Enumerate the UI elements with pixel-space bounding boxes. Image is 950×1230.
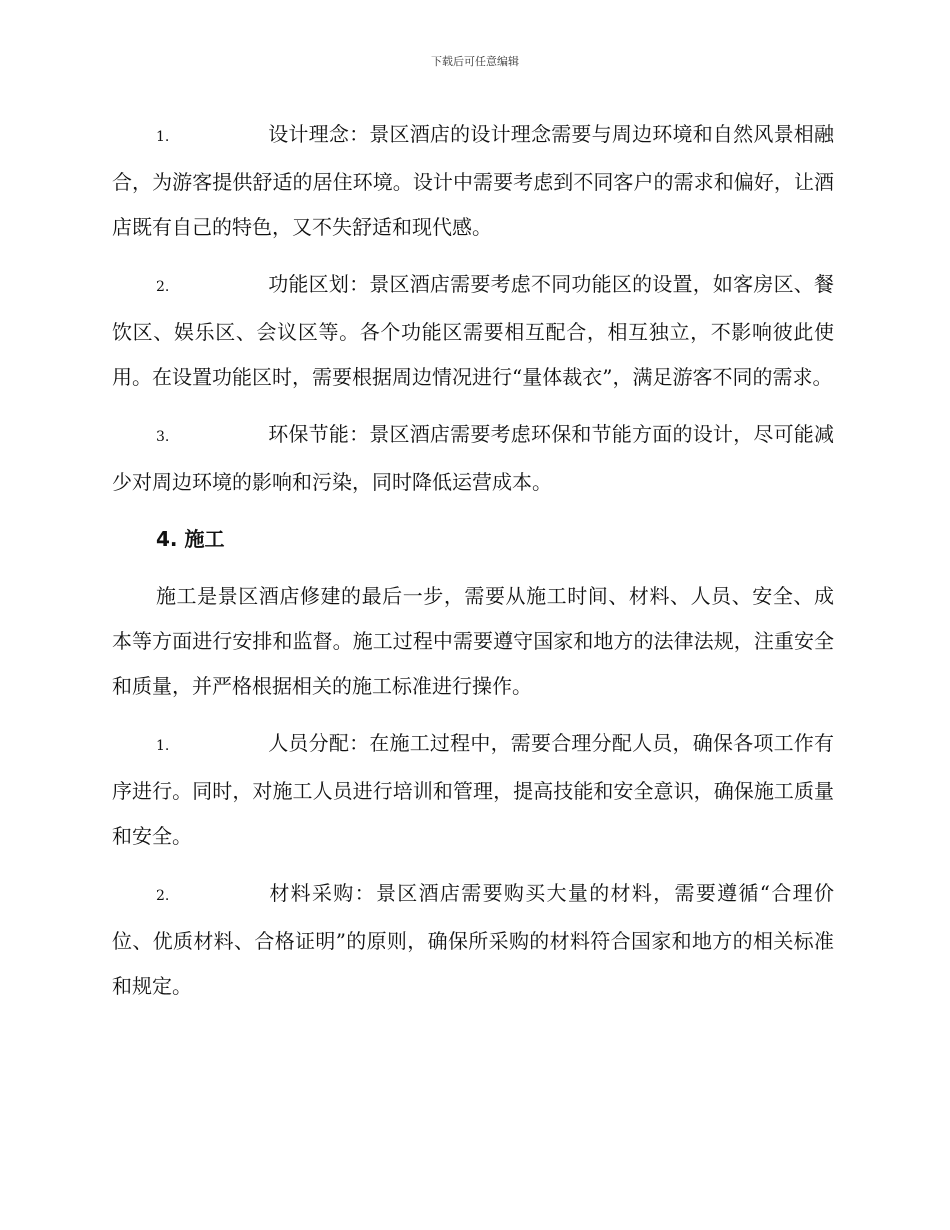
list-number: 2. — [156, 279, 170, 295]
list-number: 3. — [156, 429, 170, 445]
list-item-text: 设计理念：景区酒店的设计理念需要与周边环境和自然风景相融合，为游客提供舒适的居住环境。设计中需要考虑到不同客户的需求和偏好，让酒店既有自己的特色，又不失舒适和现代感。 — [112, 122, 834, 239]
list-number: 1. — [156, 738, 170, 754]
section-intro-paragraph: 施工是景区酒店修建的最后一步，需要从施工时间、材料、人员、安全、成本等方面进行安排和监督。施工过程中需要遵守国家和地方的法律法规，注重安全和质量，并严格根据相关的施工标准进行操作。 — [112, 584, 834, 698]
list-item-text: 环保节能：景区酒店需要考虑环保和节能方面的设计，尽可能减少对周边环境的影响和污染，同时降低运营成本。 — [112, 422, 834, 494]
document-body — [112, 112, 834, 1021]
section-heading-construction: 4. 施工 — [156, 527, 225, 551]
list-item-text: 材料采购：景区酒店需要购买大量的材料，需要遵循“合理价位、优质材料、合格证明”的原则，确保所采购的材料符合国家和地方的相关标准和规定。 — [112, 881, 834, 998]
list-item-eco-energy — [112, 412, 834, 505]
page-header: 下载后可任意编辑 — [431, 55, 519, 68]
list-number: 2. — [156, 888, 170, 904]
list-number: 1. — [156, 129, 170, 145]
list-item-staffing — [112, 721, 834, 859]
list-item-text: 功能区划：景区酒店需要考虑不同功能区的设置，如客房区、餐饮区、娱乐区、会议区等。各个功能区需要相互配合，相互独立，不影响彼此使用。在设置功能区时，需要根据周边情况进行“量体裁衣”，满足游客不同的需求。 — [112, 272, 834, 389]
list-item-design-concept — [112, 112, 834, 250]
list-item-text: 人员分配：在施工过程中，需要合理分配人员，确保各项工作有序进行。同时，对施工人员进行培训和管理，提高技能和安全意识，确保施工质量和安全。 — [112, 731, 834, 848]
list-item-functional-zoning — [112, 262, 834, 400]
list-item-material-procurement — [112, 871, 834, 1009]
